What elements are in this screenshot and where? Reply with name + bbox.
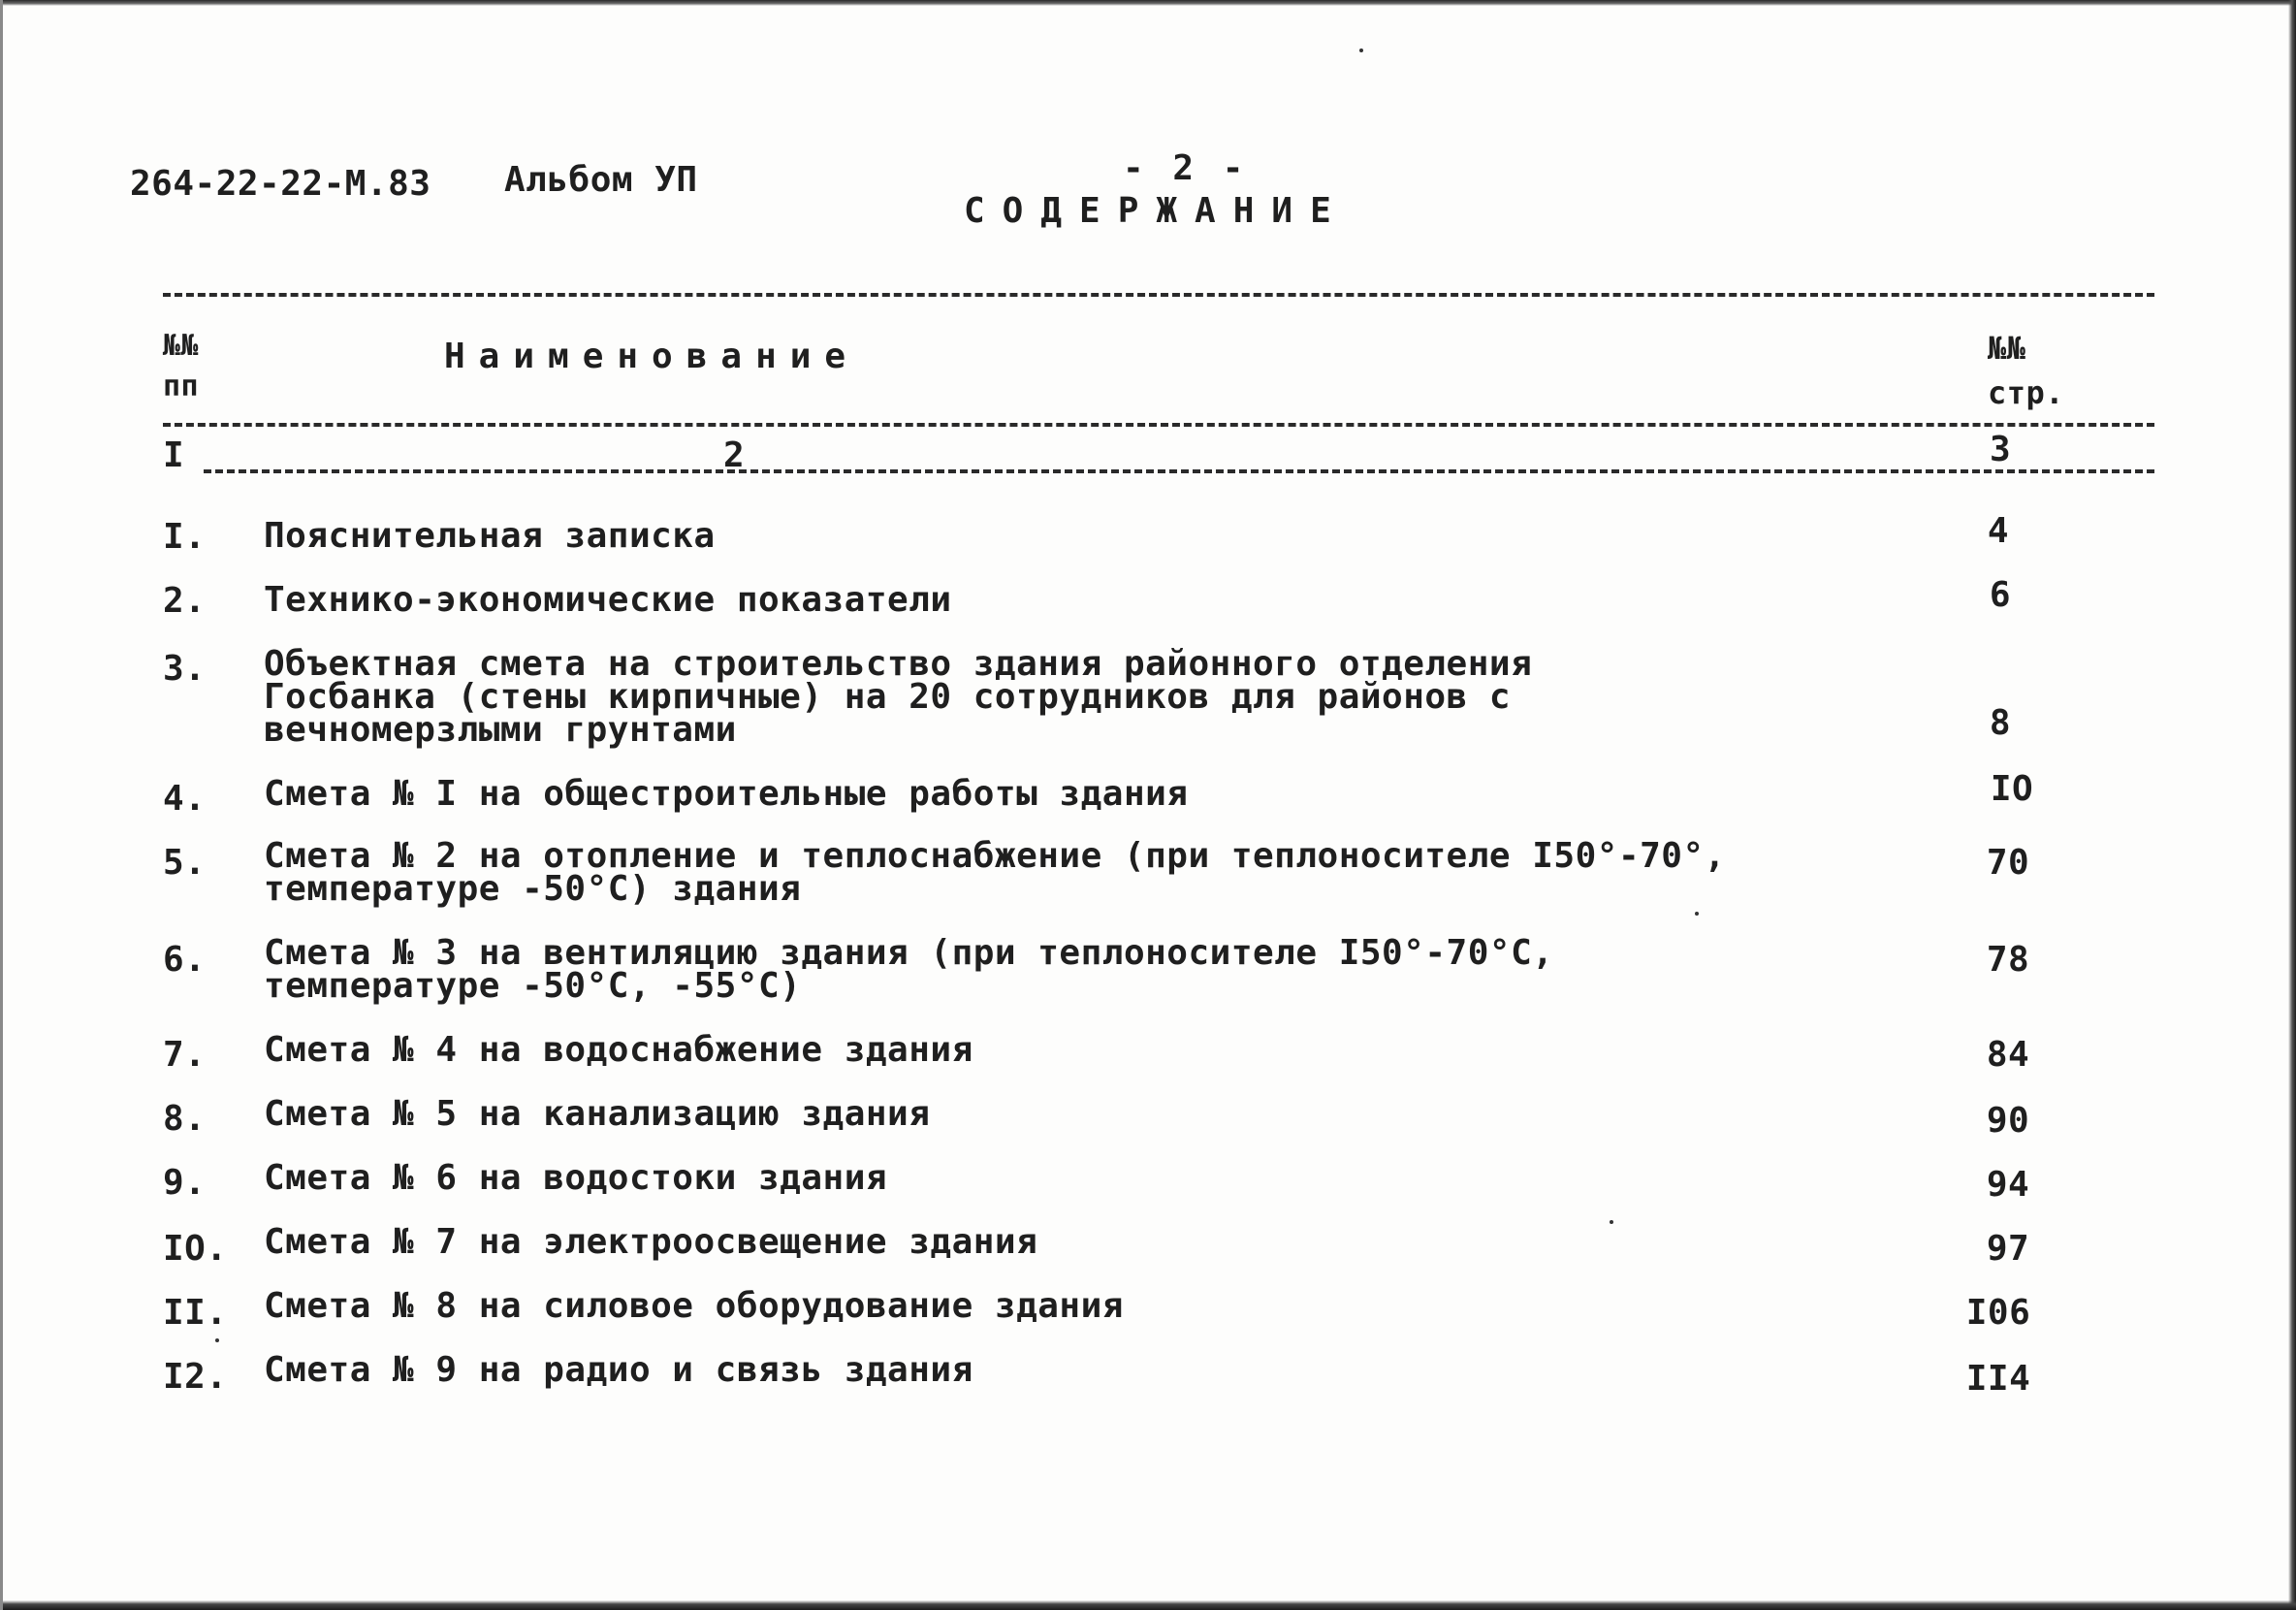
column-header-page: №№ стр. [1988,330,2065,411]
entry-number: 5. [163,843,207,883]
entry-number: 4. [163,779,207,819]
scan-edge-right [2288,0,2296,1610]
entry-number: 7. [163,1035,207,1075]
document-code: 264-22-22-М.83 [130,164,431,204]
entry-name: Пояснительная записка [264,516,716,556]
entry-page: IO [1990,769,2034,809]
scan-edge-bottom [0,1600,2296,1610]
entry-name: Смета № 2 на отопление и теплоснабжение (при теплоносителе I50°-70°, температуре -50°С) здания [264,836,1726,909]
column-header-number: №№ пп [163,329,200,403]
entry-page: 90 [1986,1101,2030,1141]
entry-number: 6. [163,940,207,980]
column-number-rule [204,469,2154,473]
entry-page: 78 [1986,940,2030,980]
column-number-1: I [163,435,185,475]
scan-edge-top [0,0,2296,6]
entry-number: 8. [163,1099,207,1139]
entry-page: I06 [1965,1293,2031,1333]
entry-number: I. [163,517,207,557]
column-number-3: 3 [1990,430,2012,469]
scan-speck [1610,1220,1613,1224]
entry-name: Смета № 7 на электроосвещение здания [264,1222,1038,1262]
entry-page: II4 [1965,1359,2031,1399]
entry-name: Смета № 3 на вентиляцию здания (при теплоносителе I50°-70°С, температуре -50°С, -55°С) [264,933,1554,1006]
entry-number: II. [163,1293,228,1333]
scan-speck [215,1338,219,1342]
page-title: СОДЕРЖАНИЕ [964,191,1349,231]
table-header-rule [163,423,2154,427]
entry-name: Объектная смета на строительство здания районного отделения Госбанка (стены кирпичные) на 20 сотрудников для районов с вечномерзлыми грунтами [264,644,1533,750]
column-header-name: Наименование [444,337,860,376]
entry-page: 70 [1986,843,2030,883]
entry-name: Смета № 8 на силовое оборудование здания [264,1286,1124,1326]
entry-name: Смета № 4 на водоснабжение здания [264,1030,973,1070]
entry-page: 4 [1987,511,2010,551]
entry-name: Смета № 9 на радио и связь здания [264,1350,973,1390]
entry-name: Технико-экономические показатели [264,580,952,620]
entry-page: 6 [1989,575,2012,615]
table-top-rule [163,293,2154,297]
entry-page: 84 [1986,1035,2030,1075]
entry-number: IO. [163,1229,228,1269]
entry-number: 9. [163,1163,207,1203]
entry-name: Смета № 6 на водостоки здания [264,1158,888,1198]
scan-speck [1695,912,1699,916]
entry-name: Смета № 5 на канализацию здания [264,1094,931,1134]
entry-number: 2. [163,581,207,621]
entry-number: I2. [163,1357,228,1397]
page-number: - 2 - [1123,148,1248,188]
entry-name: Смета № I на общестроительные работы здания [264,774,1189,814]
scan-speck [1359,48,1363,52]
entry-page: 94 [1986,1165,2030,1205]
scan-edge-left [0,0,3,1610]
entry-page: 97 [1986,1229,2030,1269]
album-label: Альбом УП [504,160,698,200]
column-number-2: 2 [723,435,746,475]
entry-number: 3. [163,649,207,689]
entry-page: 8 [1989,703,2012,743]
